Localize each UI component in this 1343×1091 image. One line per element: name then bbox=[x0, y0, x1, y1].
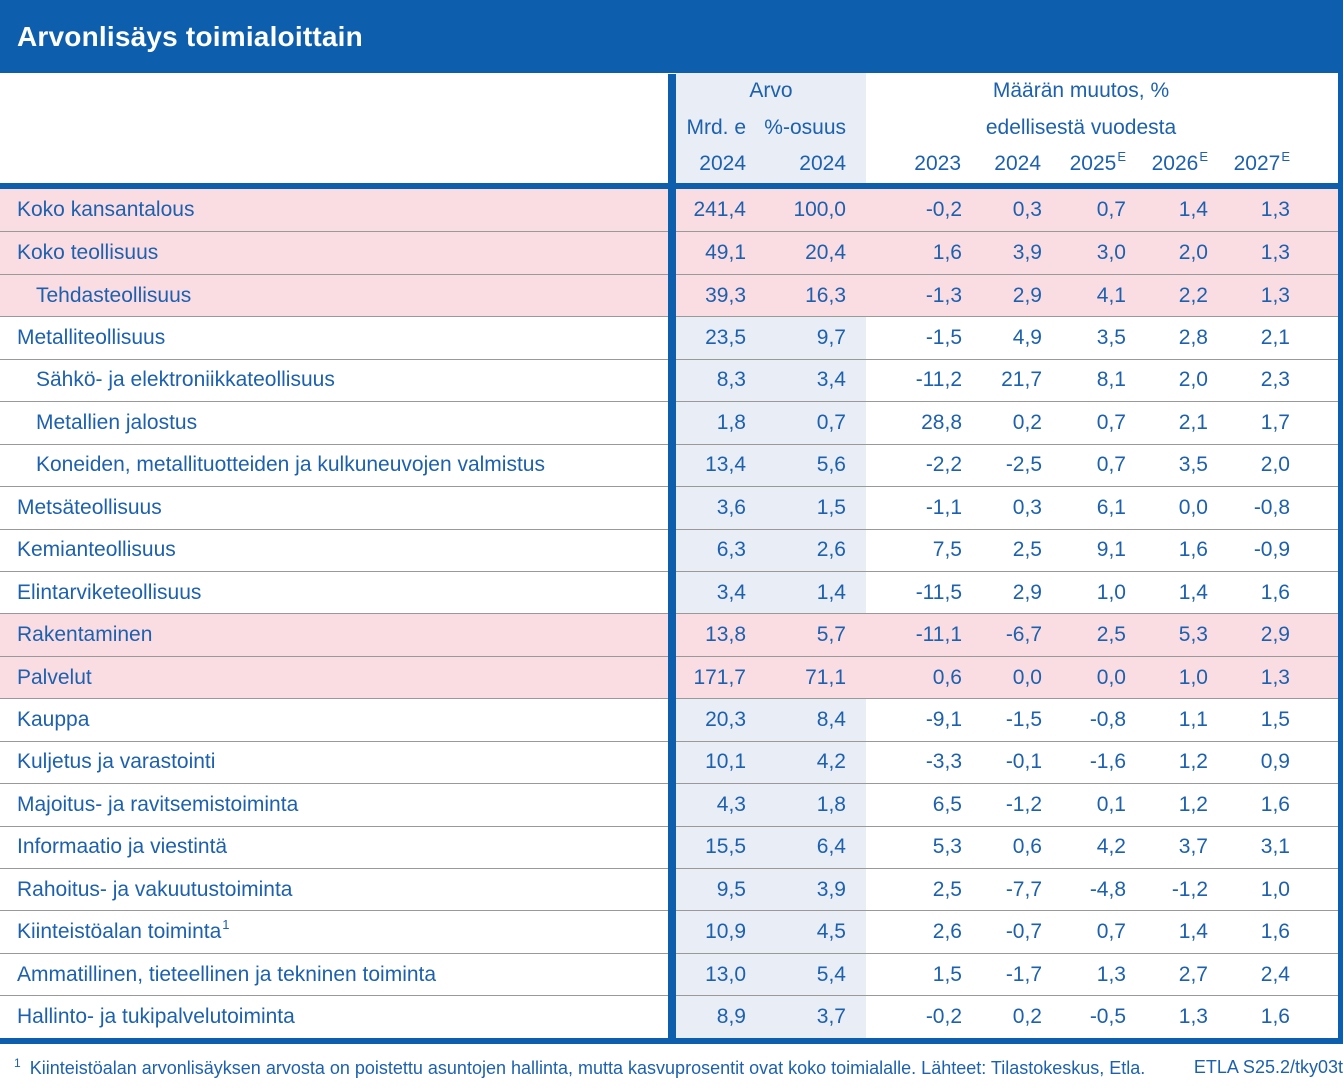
value-cell-2025e: 2,5 bbox=[1096, 623, 1126, 647]
value-cell-2025e: 8,1 bbox=[1096, 368, 1126, 392]
value-cell-2024: 2,9 bbox=[1012, 283, 1042, 307]
year-label: 2023 bbox=[914, 152, 961, 176]
value-cell-2024: -1,7 bbox=[1005, 962, 1042, 986]
row-label bbox=[0, 699, 676, 740]
value-cell-2027e: 1,5 bbox=[1260, 707, 1290, 731]
year-label: 2025 bbox=[1069, 152, 1117, 176]
row-filler bbox=[1296, 487, 1343, 528]
value-cell-2026e: -1,2 bbox=[1171, 877, 1208, 901]
title-bar bbox=[0, 0, 1343, 73]
value-cell-2023: 1,5 bbox=[932, 962, 962, 986]
value-cell-mrd-e: 13,0 bbox=[676, 954, 762, 995]
value-cell-2024: 0,0 bbox=[1012, 665, 1042, 689]
value-cell-osuus: 1,5 bbox=[762, 487, 866, 528]
value-cell-2024: 0,3 bbox=[1012, 198, 1042, 222]
page-title: Arvonlisäys toimialoittain bbox=[17, 20, 363, 52]
value-cell-2025e: 0,7 bbox=[1096, 920, 1126, 944]
row-label bbox=[0, 657, 676, 698]
value-cell-2023: 5,3 bbox=[932, 835, 962, 859]
value-cell-mrd-e: 241,4 bbox=[693, 198, 746, 222]
value-cell-osuus: 100,0 bbox=[793, 198, 846, 222]
row-label bbox=[0, 742, 676, 783]
value-cell-2027e: 1,3 bbox=[1260, 283, 1290, 307]
value-cell-2025e: 1,3 bbox=[1096, 962, 1126, 986]
value-cell-osuus: 3,7 bbox=[762, 996, 866, 1037]
value-cell-osuus: 3,9 bbox=[762, 869, 866, 910]
value-cell-2023: -0,2 bbox=[925, 198, 962, 222]
column-header-2023 bbox=[866, 146, 968, 183]
value-cell-2024: 21,7 bbox=[1001, 368, 1042, 392]
row-label-text: Metallien jalostus bbox=[36, 410, 198, 434]
row-label bbox=[0, 232, 676, 273]
row-filler bbox=[1296, 996, 1343, 1037]
row-filler bbox=[1296, 402, 1343, 443]
value-cell-2026e: 1,3 bbox=[1178, 1005, 1208, 1029]
value-cell-mrd-e: 13,8 bbox=[705, 623, 746, 647]
row-label-text: Palvelut bbox=[17, 665, 92, 689]
source-code-label: ETLA S25.2/tky03t bbox=[1193, 1057, 1343, 1077]
row-label bbox=[0, 275, 676, 316]
value-cell-2026e: 5,3 bbox=[1178, 623, 1208, 647]
row-label bbox=[0, 784, 676, 825]
value-cell-2024: 0,2 bbox=[1012, 410, 1042, 434]
value-cell-2026e: 3,5 bbox=[1178, 453, 1208, 477]
value-cell-2025e: 4,2 bbox=[1096, 835, 1126, 859]
value-cell-2026e: 1,2 bbox=[1178, 750, 1208, 774]
row-label bbox=[0, 572, 676, 613]
row-filler bbox=[1296, 911, 1343, 952]
row-filler bbox=[1296, 275, 1343, 316]
value-cell-2027e: 1,6 bbox=[1260, 792, 1290, 816]
value-cell-2027e: 1,3 bbox=[1260, 198, 1290, 222]
value-cell-2026e: 1,6 bbox=[1178, 538, 1208, 562]
value-cell-mrd-e: 4,3 bbox=[676, 784, 762, 825]
value-cell-2024: 0,6 bbox=[1012, 835, 1042, 859]
footnote-area bbox=[0, 1044, 1343, 1091]
header-spacer bbox=[1296, 73, 1343, 110]
row-label bbox=[0, 487, 676, 528]
column-header-mrd-e: Mrd. e bbox=[686, 115, 746, 139]
value-cell-mrd-e: 49,1 bbox=[705, 241, 746, 265]
value-cell-mrd-e: 8,3 bbox=[676, 360, 762, 401]
value-cell-osuus: 0,7 bbox=[762, 402, 866, 443]
value-cell-2027e: 1,6 bbox=[1260, 580, 1290, 604]
value-cell-2026e: 3,7 bbox=[1178, 835, 1208, 859]
value-cell-2027e: 2,9 bbox=[1260, 623, 1290, 647]
row-label: Kiinteistöalan toiminta 1 bbox=[17, 917, 230, 944]
value-cell-2026e: 1,4 bbox=[1178, 198, 1208, 222]
row-label-text: Rakentaminen bbox=[17, 623, 153, 647]
row-label-text: Sähkö- ja elektroniikkateollisuus bbox=[36, 368, 335, 392]
row-filler bbox=[1296, 742, 1343, 783]
value-cell-2026e: 1,4 bbox=[1178, 920, 1208, 944]
value-cell-mrd-e: 6,3 bbox=[676, 530, 762, 571]
value-cell-2027e: 2,1 bbox=[1260, 326, 1290, 350]
row-label bbox=[0, 189, 676, 231]
row-filler bbox=[1296, 189, 1343, 231]
value-cell-2025e: 9,1 bbox=[1096, 538, 1126, 562]
value-cell-2026e: 2,0 bbox=[1178, 241, 1208, 265]
value-cell-mrd-e: 3,4 bbox=[676, 572, 762, 613]
value-cell-2025e: 0,7 bbox=[1096, 453, 1126, 477]
value-cell-2024: -0,1 bbox=[1005, 750, 1042, 774]
row-label bbox=[0, 530, 676, 571]
row-label bbox=[0, 360, 676, 401]
value-cell-2026e: 2,0 bbox=[1178, 368, 1208, 392]
table-bottom-rule bbox=[0, 1038, 1343, 1044]
value-cell-osuus: 4,2 bbox=[762, 742, 866, 783]
row-label-text: Rahoitus- ja vakuutustoiminta bbox=[17, 877, 293, 901]
year-label: 2024 bbox=[994, 152, 1041, 176]
value-cell-2023: 2,5 bbox=[932, 877, 962, 901]
value-cell-2023: 2,6 bbox=[932, 920, 962, 944]
value-cell-2024: -0,7 bbox=[1005, 920, 1042, 944]
value-cell-mrd-e: 3,6 bbox=[676, 487, 762, 528]
value-cell-2023: 1,6 bbox=[932, 241, 962, 265]
value-cell-2027e: 1,6 bbox=[1260, 1005, 1290, 1029]
value-cell-2024: -1,2 bbox=[1005, 792, 1042, 816]
footnote bbox=[0, 1056, 1145, 1079]
row-filler bbox=[1296, 317, 1343, 358]
row-filler bbox=[1296, 360, 1343, 401]
value-cell-2024: -2,5 bbox=[1005, 453, 1042, 477]
value-cell-osuus: 6,4 bbox=[762, 827, 866, 868]
footnote-sup: 1 bbox=[14, 1056, 21, 1070]
value-cell-2025e: -1,6 bbox=[1089, 750, 1126, 774]
value-cell-2023: -3,3 bbox=[925, 750, 962, 774]
row-label-text: Koko teollisuus bbox=[17, 241, 159, 265]
value-cell-mrd-e: 10,1 bbox=[676, 742, 762, 783]
value-cell-2026e: 0,0 bbox=[1178, 495, 1208, 519]
value-cell-2027e: 1,3 bbox=[1260, 241, 1290, 265]
value-cell-2024: 4,9 bbox=[1012, 326, 1042, 350]
row-label-text: Kuljetus ja varastointi bbox=[17, 750, 216, 774]
row-filler bbox=[1296, 572, 1343, 613]
row-filler bbox=[1296, 954, 1343, 995]
value-cell-osuus: 1,4 bbox=[762, 572, 866, 613]
column-header-mrd-year: 2024 bbox=[699, 152, 746, 176]
value-cell-mrd-e: 13,4 bbox=[676, 445, 762, 486]
value-cell-osuus: 5,7 bbox=[816, 623, 846, 647]
column-header-2025e: 2025 $^E$ bbox=[1069, 149, 1126, 176]
row-label-text: Koneiden, metallituotteiden ja kulkuneuvojen valmistus bbox=[36, 453, 545, 477]
column-header-osuus-year: 2024 bbox=[799, 152, 846, 176]
value-cell-2025e: -0,8 bbox=[1089, 707, 1126, 731]
value-cell-osuus: 5,4 bbox=[762, 954, 866, 995]
value-cell-2024: 0,3 bbox=[1012, 495, 1042, 519]
row-label-text: Ammatillinen, tieteellinen ja tekninen toiminta bbox=[17, 962, 437, 986]
value-cell-osuus: 5,6 bbox=[762, 445, 866, 486]
value-cell-2024: 0,2 bbox=[1012, 1005, 1042, 1029]
value-cell-2023: -1,3 bbox=[925, 283, 962, 307]
value-cell-2025e: -4,8 bbox=[1089, 877, 1126, 901]
value-cell-2026e: 1,1 bbox=[1178, 707, 1208, 731]
value-cell-2027e: 1,3 bbox=[1260, 665, 1290, 689]
value-cell-osuus: 3,4 bbox=[762, 360, 866, 401]
row-label bbox=[0, 614, 676, 655]
column-group-muutos-line1: Määrän muutos, % bbox=[992, 79, 1170, 103]
row-label-text: Informaatio ja viestintä bbox=[17, 835, 228, 859]
row-label bbox=[0, 996, 676, 1037]
row-filler bbox=[1296, 699, 1343, 740]
value-cell-mrd-e: 171,7 bbox=[693, 665, 746, 689]
row-label-text: Metalliteollisuus bbox=[17, 326, 166, 350]
row-filler bbox=[1296, 445, 1343, 486]
header-spacer bbox=[0, 110, 676, 147]
value-cell-2025e: 0,1 bbox=[1096, 792, 1126, 816]
value-cell-mrd-e: 39,3 bbox=[705, 283, 746, 307]
value-cell-osuus: 20,4 bbox=[805, 241, 846, 265]
value-cell-2024: -1,5 bbox=[1005, 707, 1042, 731]
value-cell-2027e: -0,9 bbox=[1253, 538, 1290, 562]
row-label bbox=[0, 317, 676, 358]
value-cell-osuus: 4,5 bbox=[762, 911, 866, 952]
value-cell-2027e: 2,4 bbox=[1260, 962, 1290, 986]
value-cell-2027e: -0,8 bbox=[1253, 495, 1290, 519]
column-group-muutos-line2: edellisestä vuodesta bbox=[985, 115, 1177, 139]
value-cell-2027e: 3,1 bbox=[1260, 835, 1290, 859]
row-label-text: Kauppa bbox=[17, 707, 90, 731]
column-header-2027e: 2027 $^E$ bbox=[1233, 149, 1290, 176]
value-cell-osuus: 71,1 bbox=[805, 665, 846, 689]
value-cell-2024: -6,7 bbox=[1005, 623, 1042, 647]
value-cell-osuus: 8,4 bbox=[762, 699, 866, 740]
value-cell-2026e: 2,8 bbox=[1178, 326, 1208, 350]
row-filler bbox=[1296, 232, 1343, 273]
value-cell-2023: -0,2 bbox=[925, 1005, 962, 1029]
value-cell-2023: -9,1 bbox=[925, 707, 962, 731]
value-cell-2027e: 2,3 bbox=[1260, 368, 1290, 392]
value-cell-2023: 6,5 bbox=[932, 792, 962, 816]
value-cell-2024: 3,9 bbox=[1012, 241, 1042, 265]
column-header-2024 bbox=[968, 146, 1048, 183]
value-cell-2027e: 2,0 bbox=[1260, 453, 1290, 477]
row-filler bbox=[1296, 530, 1343, 571]
value-cell-osuus: 1,8 bbox=[762, 784, 866, 825]
header-spacer bbox=[0, 146, 676, 183]
row-label-text: Tehdasteollisuus bbox=[36, 283, 192, 307]
value-cell-mrd-e: 15,5 bbox=[676, 827, 762, 868]
row-label bbox=[0, 954, 676, 995]
row-filler bbox=[1296, 784, 1343, 825]
value-cell-2024: 2,9 bbox=[1012, 580, 1042, 604]
value-cell-osuus: 16,3 bbox=[805, 283, 846, 307]
value-cell-2025e: 3,5 bbox=[1096, 326, 1126, 350]
row-filler bbox=[1296, 657, 1343, 698]
value-cell-2026e: 1,2 bbox=[1178, 792, 1208, 816]
value-cell-mrd-e: 10,9 bbox=[676, 911, 762, 952]
row-label-text: Elintarviketeollisuus bbox=[17, 580, 202, 604]
value-cell-2025e: 0,7 bbox=[1096, 198, 1126, 222]
value-cell-mrd-e: 23,5 bbox=[676, 317, 762, 358]
header-spacer bbox=[1296, 146, 1343, 183]
value-cell-mrd-e: 8,9 bbox=[676, 996, 762, 1037]
value-cell-2027e: 1,0 bbox=[1260, 877, 1290, 901]
year-label: 2027 bbox=[1233, 152, 1281, 176]
value-cell-2026e: 2,2 bbox=[1178, 283, 1208, 307]
vertical-divider-rule bbox=[668, 74, 676, 1038]
value-cell-2023: 7,5 bbox=[932, 538, 962, 562]
right-border-rule bbox=[1338, 73, 1343, 1038]
row-filler bbox=[1296, 827, 1343, 868]
row-label bbox=[0, 445, 676, 486]
value-cell-2023: 28,8 bbox=[921, 410, 962, 434]
value-cell-mrd-e: 9,5 bbox=[676, 869, 762, 910]
value-cell-2025e: 6,1 bbox=[1096, 495, 1126, 519]
row-filler bbox=[1296, 869, 1343, 910]
value-cell-2027e: 1,6 bbox=[1260, 920, 1290, 944]
value-cell-2023: -11,1 bbox=[915, 623, 962, 647]
column-header-osuus: %-osuus bbox=[764, 115, 846, 139]
value-cell-2026e: 1,0 bbox=[1178, 665, 1208, 689]
row-label-text: Kemianteollisuus bbox=[17, 538, 176, 562]
value-cell-2023: -1,1 bbox=[925, 495, 962, 519]
value-cell-2023: -11,5 bbox=[915, 580, 962, 604]
row-label-text: Kiinteistöalan toiminta bbox=[17, 920, 222, 944]
row-label-text: Koko kansantalous bbox=[17, 198, 195, 222]
value-cell-2025e: 4,1 bbox=[1096, 283, 1126, 307]
value-cell-2026e: 2,7 bbox=[1178, 962, 1208, 986]
value-cell-osuus: 2,6 bbox=[762, 530, 866, 571]
value-cell-2024: 2,5 bbox=[1012, 538, 1042, 562]
value-cell-2023: 0,6 bbox=[932, 665, 962, 689]
value-cell-2023: -11,2 bbox=[915, 368, 962, 392]
footnote-text: Kiinteistöalan arvonlisäyksen arvosta on poistettu asuntojen hallinta, mutta kasvuprosentit ovat koko toimialalle. Lähteet: Tilastokeskus, Etla. bbox=[29, 1058, 1146, 1078]
value-cell-osuus: 9,7 bbox=[762, 317, 866, 358]
value-cell-mrd-e: 20,3 bbox=[676, 699, 762, 740]
value-cell-2026e: 2,1 bbox=[1178, 410, 1208, 434]
value-cell-2027e: 1,7 bbox=[1260, 410, 1290, 434]
value-cell-2026e: 1,4 bbox=[1178, 580, 1208, 604]
row-label bbox=[0, 827, 676, 868]
header-spacer bbox=[1296, 110, 1343, 147]
row-label-text: Metsäteollisuus bbox=[17, 495, 162, 519]
row-filler bbox=[1296, 614, 1343, 655]
row-label-text: Hallinto- ja tukipalvelutoiminta bbox=[17, 1005, 295, 1029]
row-label-text: Majoitus- ja ravitsemistoiminta bbox=[17, 792, 299, 816]
value-cell-2025e: 0,7 bbox=[1096, 410, 1126, 434]
year-label: 2026 bbox=[1151, 152, 1199, 176]
value-cell-2025e: 3,0 bbox=[1096, 241, 1126, 265]
row-label bbox=[0, 402, 676, 443]
header-spacer bbox=[0, 73, 676, 110]
value-cell-2027e: 0,9 bbox=[1260, 750, 1290, 774]
value-cell-2025e: -0,5 bbox=[1089, 1005, 1126, 1029]
value-cell-2025e: 0,0 bbox=[1096, 665, 1126, 689]
value-cell-2024: -7,7 bbox=[1005, 877, 1042, 901]
row-label bbox=[0, 869, 676, 910]
value-cell-2025e: 1,0 bbox=[1096, 580, 1126, 604]
value-cell-mrd-e: 1,8 bbox=[676, 402, 762, 443]
column-header-2026e: 2026 $^E$ bbox=[1151, 149, 1208, 176]
column-group-arvo: Arvo bbox=[749, 79, 793, 103]
value-cell-2023: -1,5 bbox=[925, 326, 962, 350]
value-cell-2023: -2,2 bbox=[925, 453, 962, 477]
